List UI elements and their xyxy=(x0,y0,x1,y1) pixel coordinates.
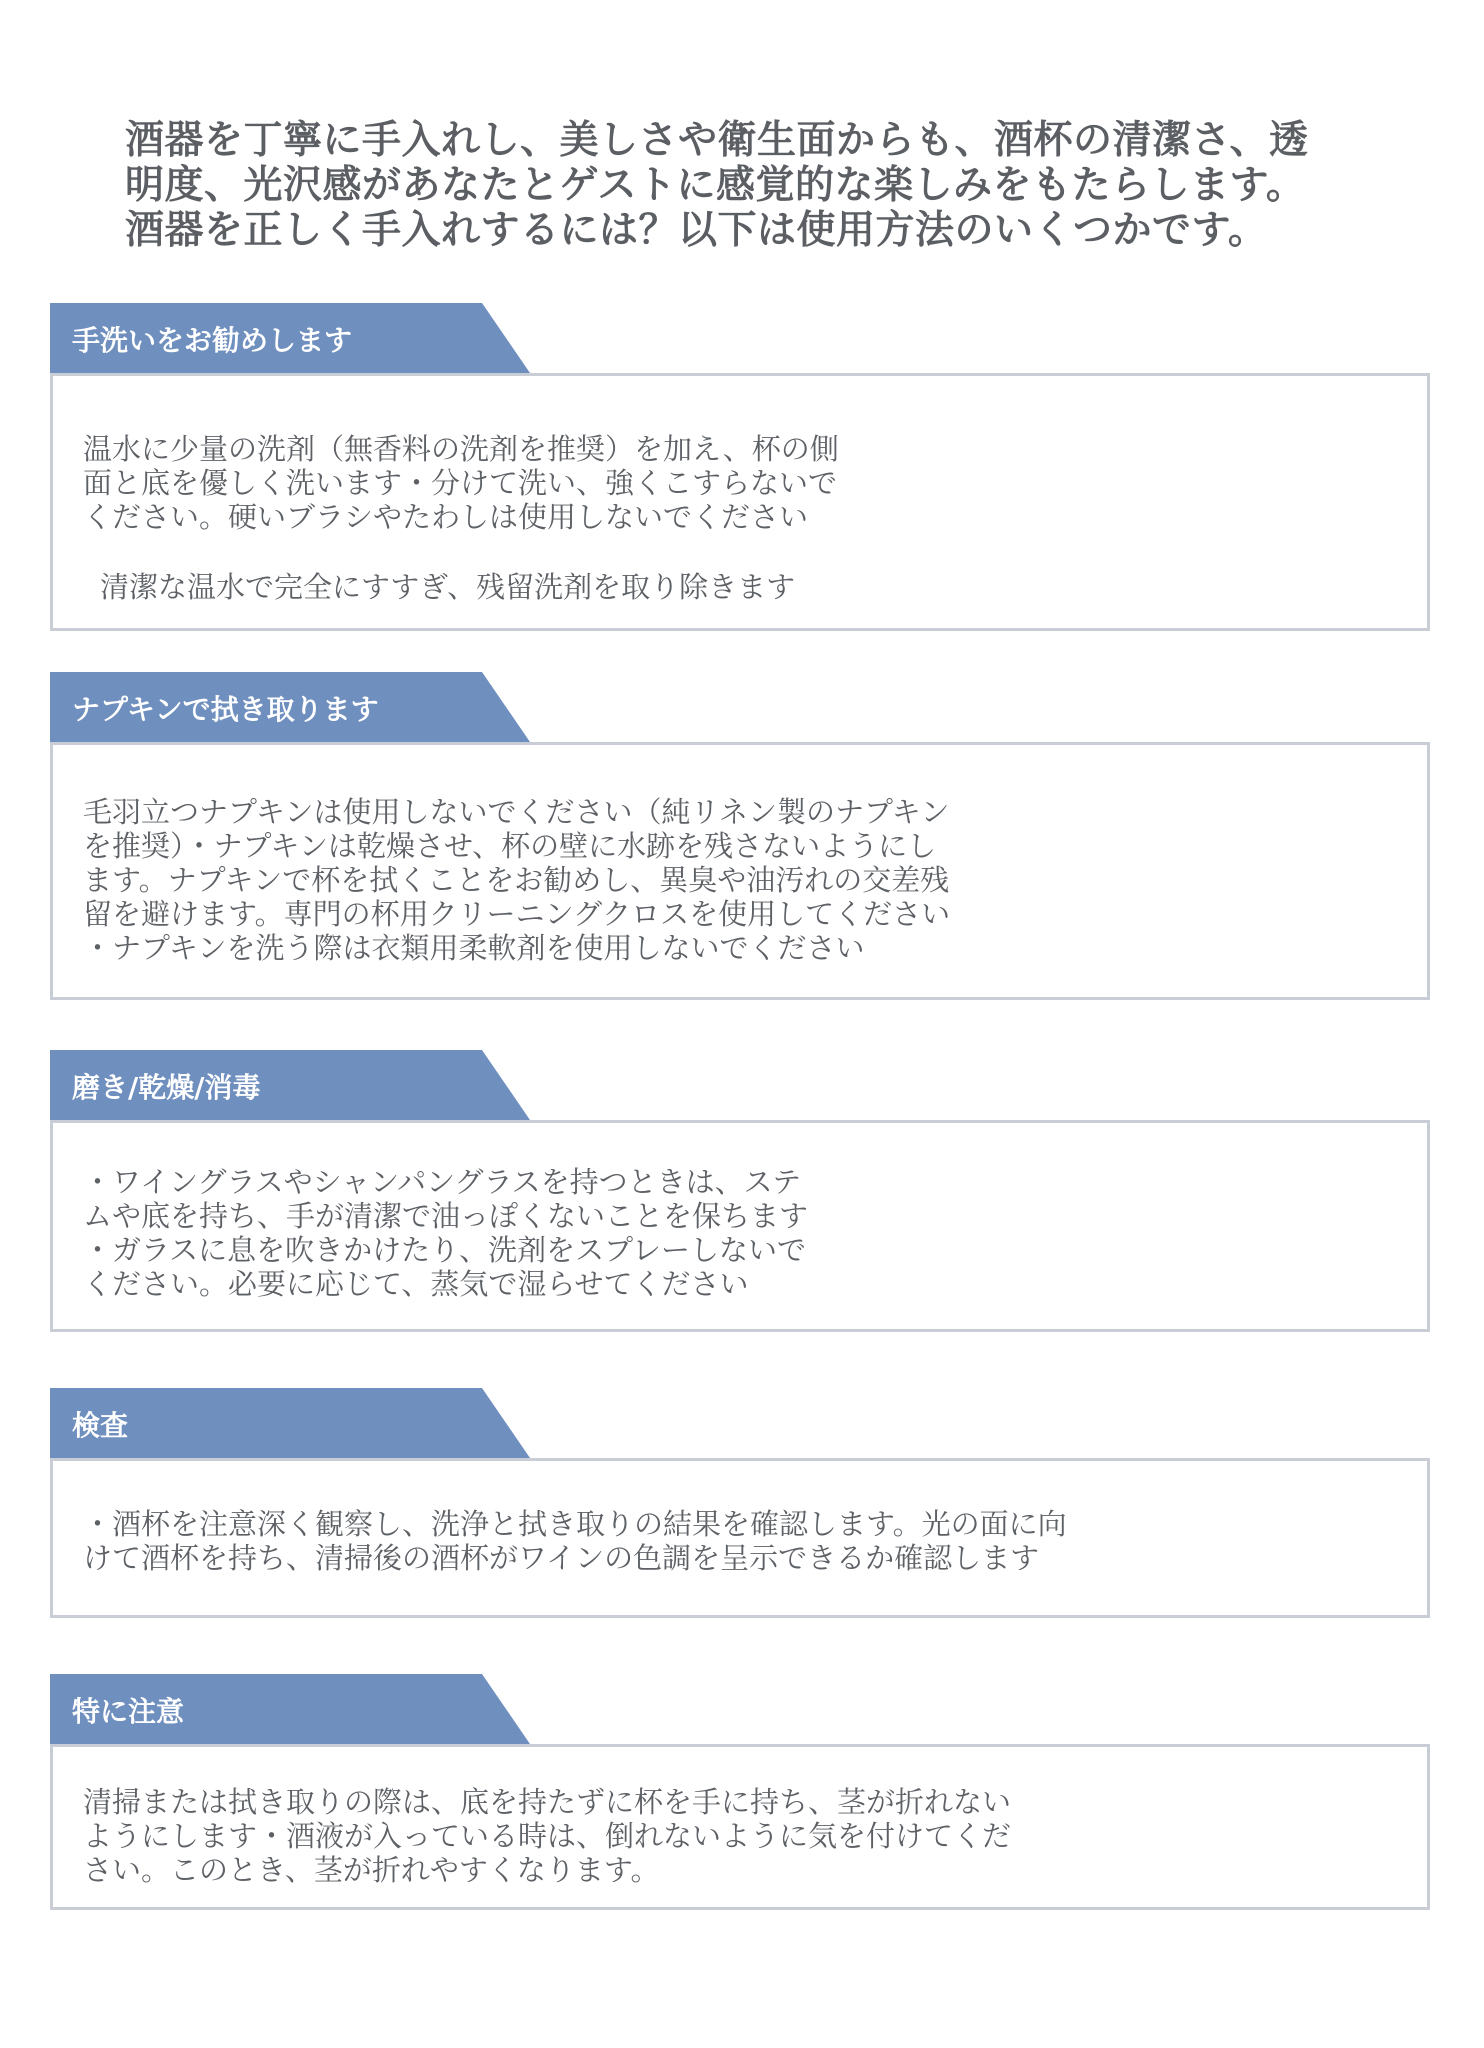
section-body xyxy=(50,1458,1430,1618)
text-line: ようにします・酒液が入っている時は、倒れないように気を付けてくだ xyxy=(83,1819,1012,1853)
section-title: 検査 xyxy=(72,1409,129,1442)
text-line: 留を避けます。専門の杯用クリーニングクロスを使用してください xyxy=(83,897,951,931)
section-polish-dry-sanitize xyxy=(50,1050,1430,1332)
text-line: さい。このとき、茎が折れやすくなります。 xyxy=(83,1853,660,1887)
section-special-caution xyxy=(50,1674,1430,1910)
text-line: ・ナプキンを洗う際は衣類用柔軟剤を使用しないでください xyxy=(83,931,865,965)
text-line: ください。必要に応じて、蒸気で湿らせてください xyxy=(83,1267,749,1301)
section-text xyxy=(83,1507,1067,1575)
text-line: ムや底を持ち、手が清潔で油っぽくないことを保ちます xyxy=(83,1199,809,1233)
intro-line: 酒器を正しく手入れするには？以下は使用方法のいくつかです。 xyxy=(125,208,1268,253)
text-line: ます。ナプキンで杯を拭くことをお勧めし、異臭や油汚れの交差残 xyxy=(83,863,950,897)
section-text xyxy=(83,432,839,534)
section-text xyxy=(83,1785,1011,1887)
section-title: 手洗いをお勧めします xyxy=(72,324,353,357)
rinse-note: 清潔な温水で完全にすすぎ、残留洗剤を取り除きます xyxy=(100,570,796,604)
section-inspection xyxy=(50,1388,1430,1618)
text-line: 温水に少量の洗剤（無香料の洗剤を推奨）を加え、杯の側 xyxy=(83,432,839,466)
section-title: 特に注意 xyxy=(72,1695,185,1728)
text-line: ・ワイングラスやシャンパングラスを持つときは、ステ xyxy=(83,1165,802,1199)
text-line: けて酒杯を持ち、清掃後の酒杯がワインの色調を呈示できるか確認します xyxy=(83,1541,1040,1575)
text-line: 清掃または拭き取りの際は、底を持たずに杯を手に持ち、茎が折れない xyxy=(83,1785,1012,1819)
section-title: 磨き/乾燥/消毒 xyxy=(72,1071,261,1104)
section-hand-wash xyxy=(50,303,1430,631)
section-body xyxy=(50,742,1430,1000)
section-body xyxy=(50,1120,1430,1332)
section-napkin-wipe xyxy=(50,672,1430,1000)
text-line: を推奨）・ナプキンは乾燥させ、杯の壁に水跡を残さないようにし xyxy=(83,829,937,863)
section-body xyxy=(50,1744,1430,1910)
text-line: ・ガラスに息を吹きかけたり、洗剤をスプレーしないで xyxy=(83,1233,806,1267)
text-line: ください。硬いブラシやたわしは使用しないでください xyxy=(83,500,809,534)
text-line: 面と底を優しく洗います・分けて洗い、強くこすらないで xyxy=(83,466,838,500)
intro-line: 酒器を丁寧に手入れし、美しさや衛生面からも、酒杯の清潔さ、透 xyxy=(125,118,1309,163)
section-body xyxy=(50,373,1430,631)
text-line: 毛羽立つナプキンは使用しないでください（純リネン製のナプキン xyxy=(83,795,950,829)
intro-paragraph xyxy=(125,118,1385,253)
section-title: ナプキンで拭き取ります xyxy=(72,693,379,726)
section-text xyxy=(83,795,950,965)
intro-line: 明度、光沢感があなたとゲストに感覚的な楽しみをもたらします。 xyxy=(125,163,1306,208)
section-text xyxy=(83,1165,808,1301)
text-line: ・酒杯を注意深く観察し、洗浄と拭き取りの結果を確認します。光の面に向 xyxy=(83,1507,1067,1541)
